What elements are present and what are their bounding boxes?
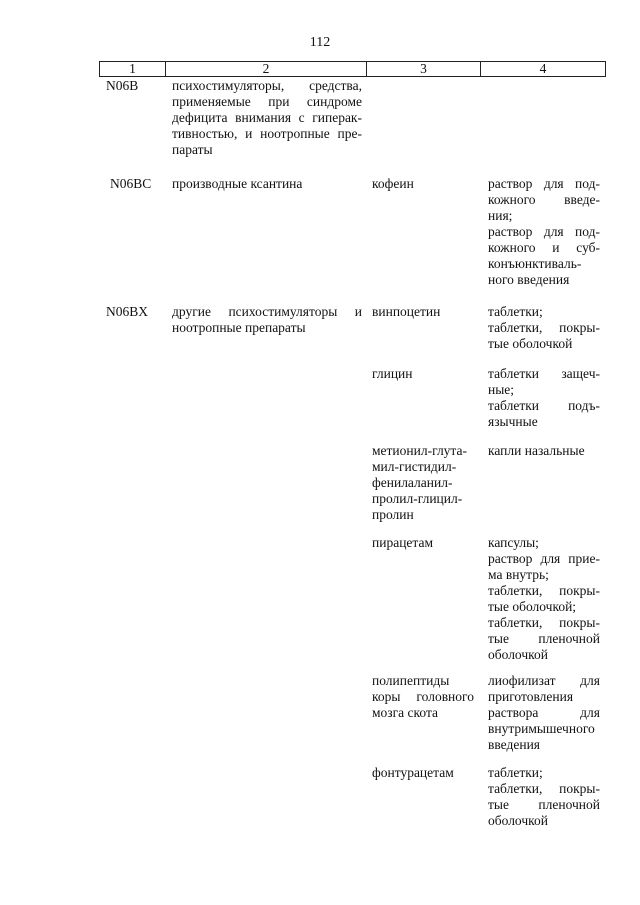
dosage-form: [488, 535, 600, 663]
text-line: тивностью, и ноотропные пре-: [172, 126, 362, 141]
drug-name: глицин: [372, 366, 413, 381]
dosage-form: [488, 366, 600, 430]
drug-name: пирацетам: [372, 535, 434, 550]
atc-code: N06BX: [106, 304, 149, 319]
text-line: ного введения: [488, 272, 570, 287]
column-header-row: [99, 61, 606, 77]
text-line: приготовления: [488, 689, 574, 704]
text-line: тые оболочкой: [488, 336, 573, 351]
text-line: производные ксантина: [172, 176, 303, 191]
text-line: тые оболочкой;: [488, 599, 577, 614]
text-line: таблетки;: [488, 304, 543, 319]
atc-code: N06BC: [110, 176, 152, 191]
text-line: кожного введе-: [488, 192, 600, 207]
text-line: другие психостимуляторы и: [172, 304, 362, 319]
drug-name: фонтурацетам: [372, 765, 454, 780]
text-line: таблетки, покры-: [488, 583, 600, 598]
text-line: параты: [172, 142, 213, 157]
drug-name: [372, 673, 474, 721]
text-line: язычные: [488, 414, 538, 429]
text-line: мил-гистидил-: [372, 459, 457, 474]
text-line: таблетки, покры-: [488, 320, 600, 335]
text-line: метионил-глута-: [372, 443, 467, 458]
text-line: раствор для под-: [488, 176, 600, 191]
text-line: таблетки;: [488, 765, 543, 780]
text-line: капсулы;: [488, 535, 539, 550]
text-line: ноотропные препараты: [172, 320, 306, 335]
text-line: дефицита внимания с гиперак-: [172, 110, 362, 125]
dosage-form: [488, 176, 600, 288]
text-line: таблетки, покры-: [488, 781, 600, 796]
column-header-4: 4: [481, 62, 606, 77]
text-line: конъюнктиваль-: [488, 256, 582, 271]
text-line: раствор для под-: [488, 224, 600, 239]
group-name: [172, 78, 362, 158]
atc-code: N06B: [106, 78, 139, 93]
dosage-form: [488, 443, 600, 459]
drug-name: винпоцетин: [372, 304, 441, 319]
drug-name: кофеин: [372, 176, 414, 191]
text-line: кожного и суб-: [488, 240, 600, 255]
text-line: мозга скота: [372, 705, 439, 720]
group-name: [172, 176, 362, 192]
dosage-form: [488, 765, 600, 829]
text-line: капли назальные: [488, 443, 585, 458]
text-line: коры головного: [372, 689, 474, 704]
text-line: введения: [488, 737, 541, 752]
text-line: таблетки защеч-: [488, 366, 600, 381]
text-line: оболочкой: [488, 647, 548, 662]
text-line: оболочкой: [488, 813, 548, 828]
group-name: [172, 304, 362, 336]
text-line: полипептиды: [372, 673, 450, 688]
text-line: таблетки подъ-: [488, 398, 600, 413]
text-line: ма внутрь;: [488, 567, 549, 582]
text-line: применяемые при синдроме: [172, 94, 362, 109]
column-header-2: 2: [166, 62, 367, 77]
text-line: пролил-глицил-: [372, 491, 463, 506]
text-line: психостимуляторы, средства,: [172, 78, 362, 93]
text-line: тые пленочной: [488, 797, 600, 812]
text-line: ные;: [488, 382, 515, 397]
text-line: внутримышечного: [488, 721, 595, 736]
column-header-3: 3: [367, 62, 481, 77]
dosage-form: [488, 673, 600, 753]
text-line: раствор для прие-: [488, 551, 600, 566]
drug-name: [372, 443, 474, 523]
text-line: ния;: [488, 208, 513, 223]
text-line: лиофилизат для: [488, 673, 600, 688]
text-line: тые пленочной: [488, 631, 600, 646]
text-line: пролин: [372, 507, 414, 522]
text-line: фенилаланил-: [372, 475, 453, 490]
dosage-form: [488, 304, 600, 352]
page-number: 112: [309, 35, 331, 50]
text-line: раствора для: [488, 705, 600, 720]
text-line: таблетки, покры-: [488, 615, 600, 630]
column-header-1: 1: [100, 62, 166, 77]
